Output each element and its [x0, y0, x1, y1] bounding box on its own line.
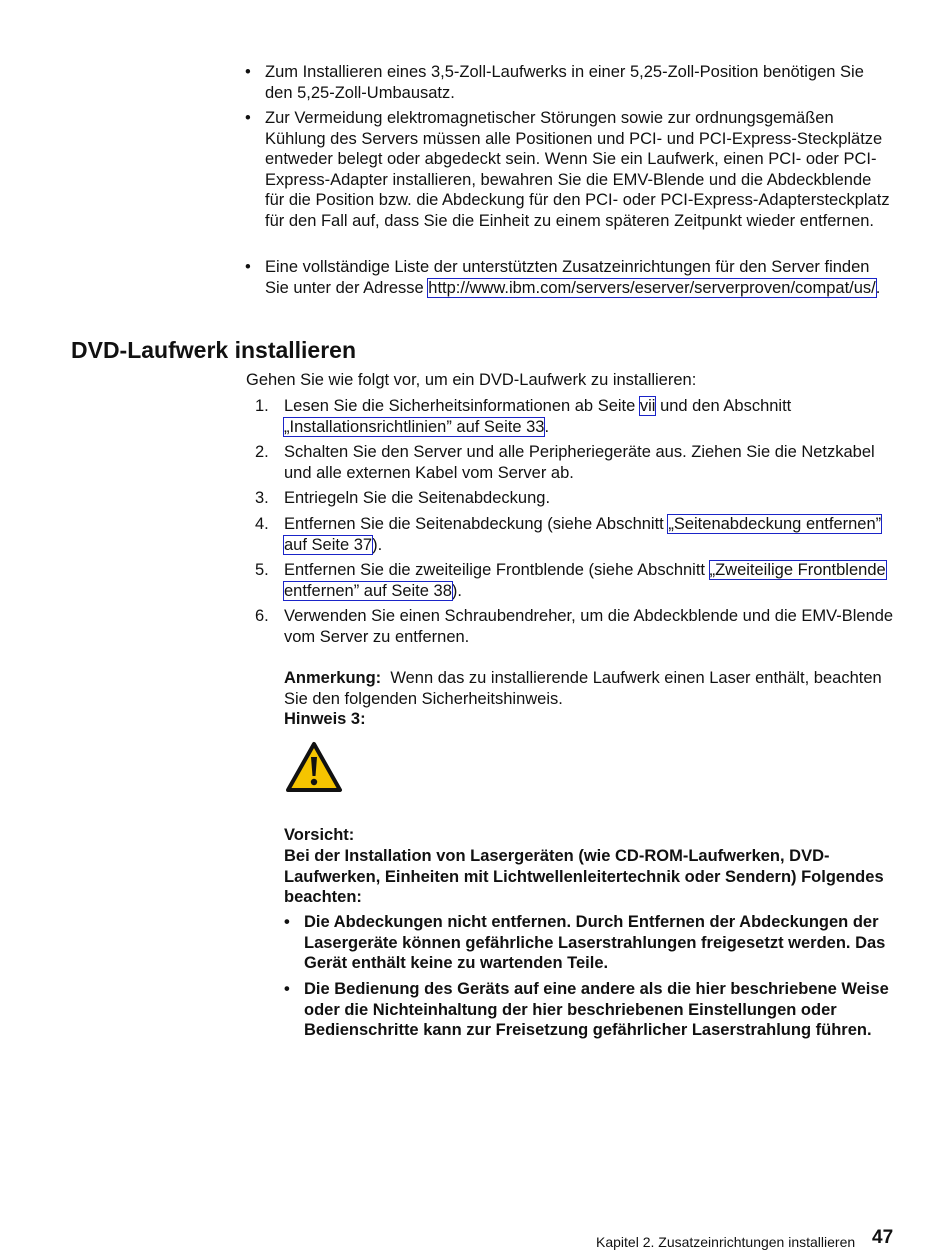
step-number: 2. [255, 443, 269, 461]
serverproven-link[interactable]: http://www.ibm.com/servers/eserver/serverproven/compat/us/ [428, 278, 876, 297]
step-4 [284, 514, 894, 555]
note-text: Wenn das zu installierende Laufwerk einen Laser enthält, beachten Sie den folgenden Sicherheitshinweis. [284, 669, 882, 708]
intro-text: Gehen Sie wie folgt vor, um ein DVD-Laufwerk zu installieren: [246, 371, 697, 389]
intro-bullet-3-text: Eine vollständige Liste der unterstützten Zusatzeinrichtungen für den Server finden Sie unter der Adresse [265, 258, 870, 297]
page-vii-link[interactable]: vii [639, 397, 656, 415]
notice-label: Hinweis 3: [284, 710, 366, 728]
bullet-marker: • [245, 109, 251, 127]
caution-text: Bei der Installation von Lasergeräten (wie CD-ROM-Laufwerken, DVD-Laufwerken, Einheiten mit Lichtwellenleitertechnik oder Sendern) Folgendes beachten: [284, 847, 884, 907]
footer-chapter: Kapitel 2. Zusatzeinrichtungen installieren [596, 1234, 856, 1250]
step-6: Verwenden Sie einen Schraubendreher, um die Abdeckblende und die EMV-Blende vom Server zu entfernen. [284, 607, 894, 646]
step-1-mid: und den Abschnitt [655, 397, 792, 415]
installation-guidelines-link[interactable]: „Installationsrichtlinien” auf Seite 33 [284, 417, 545, 436]
intro-bullet-2: Zur Vermeidung elektromagnetischer Störungen sowie zur ordnungsgemäßen Kühlung des Servers müssen alle Positionen und PCI- und PCI-Express-Steckplätze entweder belegt oder abgedeckt sein. Wenn Sie ein Laufwerk, einen PCI- oder PCI-Express-Adapter installieren, bewahren Sie die EMV-Blende und die Abdeckblende für die Position bzw. die Abdeckung für den PCI- oder PCI-Express-Adaptersteckplatz für den Fall auf, dass Sie die Einheit zu einem späteren Zeitpunkt wieder entfernen. [265, 109, 890, 230]
step-number: 5. [255, 561, 269, 579]
section-title: DVD-Laufwerk installieren [71, 337, 357, 363]
step-1-text: Lesen Sie die Sicherheitsinformationen ab Seite [284, 397, 640, 415]
step-1 [284, 396, 894, 437]
note-label: Anmerkung: [284, 669, 382, 687]
caution-bullet-2: Die Bedienung des Geräts auf eine andere als die hier beschriebene Weise oder die Nichteinhaltung der hier beschriebenen Einstellungen oder Bedienschritte kann zur Freisetzung gefährlicher Laserstrahlung führen. [304, 980, 889, 1040]
bullet-marker: • [284, 980, 290, 998]
bullet-marker: • [245, 258, 251, 276]
bullet-marker: • [245, 63, 251, 81]
step-4-end: ). [372, 535, 383, 554]
step-2: Schalten Sie den Server und alle Peripheriegeräte aus. Ziehen Sie die Netzkabel und alle externen Kabel vom Server ab. [284, 443, 875, 482]
step-5-end: ). [451, 581, 462, 600]
step-number: 3. [255, 489, 269, 507]
intro-bullet-3-end: . [875, 278, 881, 297]
step-5 [284, 560, 894, 601]
caution-label: Vorsicht: [284, 826, 355, 844]
step-1-end: . [544, 417, 550, 436]
bullet-marker: • [284, 913, 290, 931]
intro-bullet-3 [265, 257, 895, 298]
warning-triangle-icon [285, 741, 343, 793]
step-3: Entriegeln Sie die Seitenabdeckung. [284, 489, 551, 507]
step-number: 4. [255, 515, 269, 533]
step-4-text: Entfernen Sie die Seitenabdeckung (siehe Abschnitt [284, 515, 669, 533]
page-number: 47 [872, 1227, 894, 1248]
intro-bullet-1: Zum Installieren eines 3,5-Zoll-Laufwerks in einer 5,25-Zoll-Position benötigen Sie den 5,25-Zoll-Umbausatz. [265, 63, 864, 102]
remove-side-cover-link[interactable]: „Seitenabdeckung entfernen” auf Seite 37 [284, 515, 882, 554]
step-number: 6. [255, 607, 269, 625]
caution-bullet-1: Die Abdeckungen nicht entfernen. Durch Entfernen der Abdeckungen der Lasergeräte können gefährliche Laserstrahlungen freigesetzt werden. Das Gerät enthält keine zu wartenden Teile. [304, 913, 886, 973]
note [284, 668, 894, 709]
remove-bezel-link[interactable]: „Zweiteilige Frontblende entfernen” auf Seite 38 [284, 561, 886, 600]
step-number: 1. [255, 397, 269, 415]
step-5-text: Entfernen Sie die zweiteilige Frontblende (siehe Abschnitt [284, 561, 710, 579]
